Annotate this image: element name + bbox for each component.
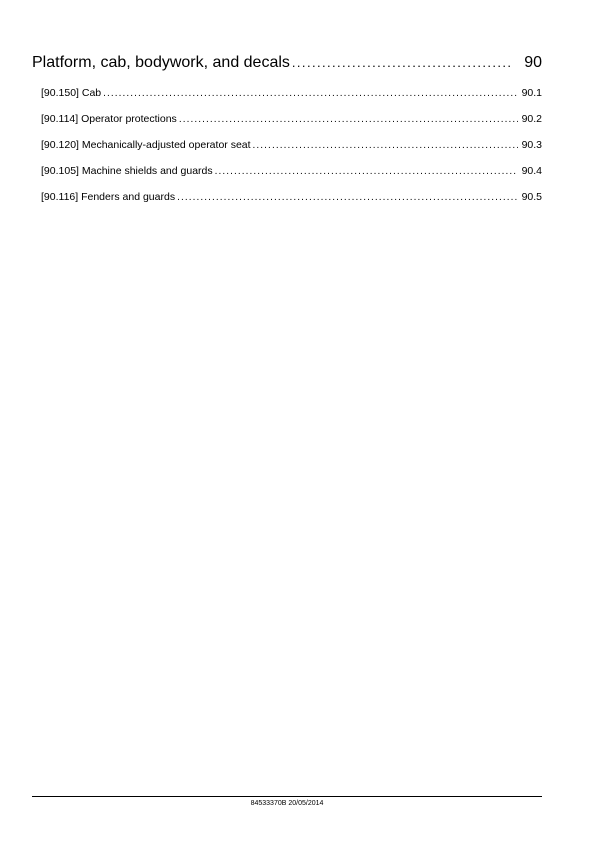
toc-entry-page: 90.2 [521, 113, 542, 125]
toc-section-heading[interactable] [32, 52, 542, 74]
toc-entry-page: 90.4 [521, 165, 542, 177]
table-of-contents [32, 52, 542, 210]
toc-entry[interactable] [41, 184, 542, 210]
toc-leader-dots [215, 159, 518, 185]
toc-leader-dots [253, 133, 518, 159]
toc-section-title: Platform, cab, bodywork, and decals [32, 54, 290, 71]
toc-entry-list [32, 80, 542, 210]
toc-leader-dots [177, 185, 517, 211]
toc-entry-page: 90.3 [521, 139, 542, 151]
toc-leader-dots [103, 81, 517, 107]
footer-rule [32, 796, 542, 797]
toc-entry-page: 90.1 [521, 87, 542, 99]
toc-entry[interactable] [41, 132, 542, 158]
toc-entry-title: [90.116] Fenders and guards [41, 191, 176, 203]
toc-entry[interactable] [41, 158, 542, 184]
toc-entry-title: [90.114] Operator protections [41, 113, 177, 125]
toc-entry-page: 90.5 [521, 191, 542, 203]
toc-leader-dots [292, 52, 512, 74]
toc-entry[interactable] [41, 80, 542, 106]
toc-section-number: 90 [524, 54, 542, 71]
toc-entry[interactable] [41, 106, 542, 132]
footer-doc-id: 84533370B 20/05/2014 [250, 800, 324, 807]
toc-entry-title: [90.150] Cab [41, 87, 102, 99]
toc-entry-title: [90.105] Machine shields and guards [41, 165, 213, 177]
toc-entry-title: [90.120] Mechanically-adjusted operator seat [41, 139, 251, 151]
toc-leader-dots [179, 107, 518, 133]
